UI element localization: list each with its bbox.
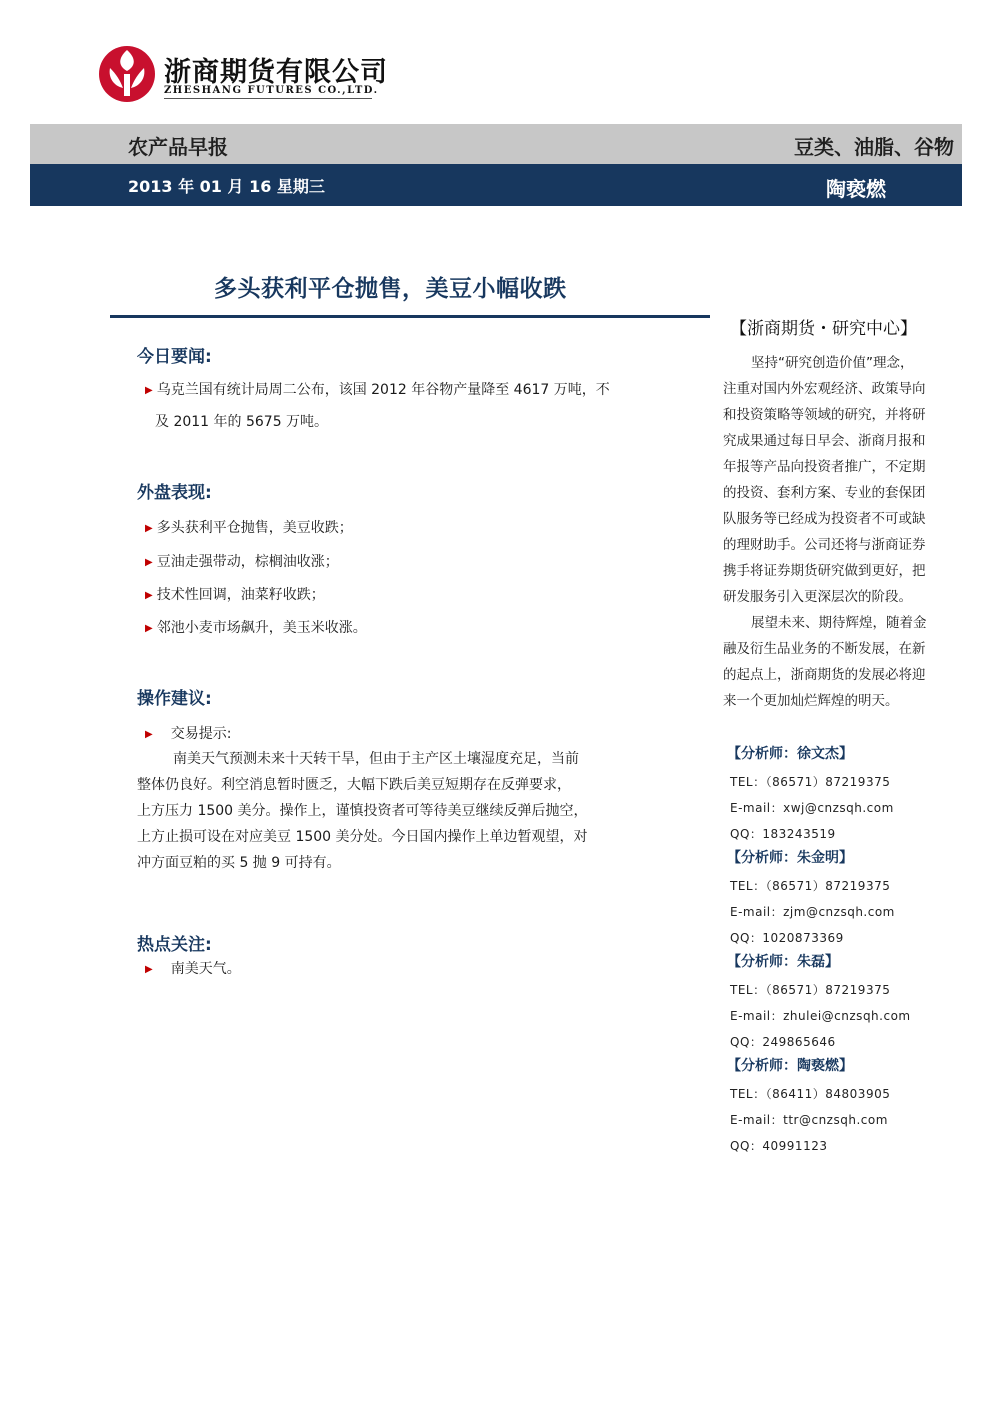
advice-line: 南美天气预测未来十天转干旱，但由于主产区土壤湿度充足，当前 bbox=[173, 751, 579, 767]
advice-heading: 操作建议: bbox=[137, 689, 212, 709]
news-line-2: 及 2011 年的 5675 万吨。 bbox=[155, 414, 329, 430]
bullet-triangle-icon: ▶ bbox=[145, 729, 153, 740]
about-line: 携手将证券期货研究做到更好，把 bbox=[723, 563, 926, 579]
headline: 多头获利平仓抛售，美豆小幅收跌 bbox=[214, 276, 567, 302]
advice-label-row bbox=[145, 723, 231, 743]
bullet-triangle-icon: ▶ bbox=[145, 964, 153, 975]
about-line: 融及衍生品业务的不断发展，在新 bbox=[723, 641, 926, 657]
zheshang-logo-icon bbox=[96, 44, 160, 104]
bullet-triangle-icon: ▶ bbox=[145, 557, 153, 568]
about-line: 的投资、套利方案、专业的套保团 bbox=[723, 485, 926, 501]
about-line: 坚持“研究创造价值”理念， bbox=[751, 355, 914, 371]
advice-paragraph bbox=[137, 746, 697, 876]
news-item bbox=[145, 379, 610, 399]
about-line: 注重对国内外宏观经济、政策导向 bbox=[723, 381, 926, 397]
bullet-triangle-icon: ▶ bbox=[145, 623, 153, 634]
analyst-qq: QQ：249865646 bbox=[730, 1035, 836, 1049]
advice-label: 交易提示: bbox=[170, 726, 232, 742]
overseas-item-text: 多头获利平仓抛售，美豆收跌； bbox=[156, 520, 353, 536]
analyst-qq: QQ：183243519 bbox=[730, 827, 836, 841]
hotspot-text: 南美天气。 bbox=[170, 961, 241, 977]
about-line: 的起点上，浙商期货的发展必将迎 bbox=[723, 667, 926, 683]
about-line: 来一个更加灿烂辉煌的明天。 bbox=[723, 693, 899, 709]
about-paragraph bbox=[723, 350, 957, 714]
overseas-item-text: 邻池小麦市场飙升，美玉米收涨。 bbox=[156, 620, 367, 636]
analyst-name: 【分析师：朱金明】 bbox=[727, 850, 853, 866]
advice-line: 上方压力 1500 美分。操作上，谨慎投资者可等待美豆继续反弹后抛空， bbox=[137, 803, 588, 819]
list-item bbox=[145, 551, 339, 571]
analyst-name: 【分析师：陶亵燃】 bbox=[727, 1058, 853, 1074]
analyst-name: 【分析师：朱磊】 bbox=[727, 954, 839, 970]
analyst-qq: QQ：1020873369 bbox=[730, 931, 844, 945]
report-date: 2013 年 01 月 16 星期三 bbox=[128, 177, 325, 196]
overseas-heading: 外盘表现: bbox=[137, 483, 212, 503]
about-line: 究成果通过每日早会、浙商月报和 bbox=[723, 433, 926, 449]
bullet-triangle-icon: ▶ bbox=[145, 385, 153, 396]
about-line: 研发服务引入更深层次的阶段。 bbox=[723, 589, 912, 605]
report-type: 农产品早报 bbox=[128, 135, 228, 159]
company-name-en: ZHESHANG FUTURES CO.,LTD. bbox=[164, 85, 379, 96]
advice-line: 冲方面豆粕的买 5 抛 9 可持有。 bbox=[137, 855, 341, 871]
company-underline bbox=[164, 98, 372, 99]
news-heading: 今日要闻: bbox=[137, 347, 212, 367]
analyst-email: E-mail：zhulei@cnzsqh.com bbox=[730, 1009, 911, 1023]
hotspot-heading: 热点关注: bbox=[137, 935, 212, 955]
company-name-cn: 浙商期货有限公司 bbox=[164, 57, 388, 88]
bullet-triangle-icon: ▶ bbox=[145, 590, 153, 601]
overseas-item-text: 豆油走强带动，棕榈油收涨； bbox=[156, 554, 339, 570]
about-line: 年报等产品向投资者推广，不定期 bbox=[723, 459, 926, 475]
research-center-title: 【浙商期货・研究中心】 bbox=[730, 319, 917, 339]
analyst-tel: TEL：（86571）87219375 bbox=[730, 775, 891, 789]
news-line-1: 乌克兰国有统计局周二公布，该国 2012 年谷物产量降至 4617 万吨，不 bbox=[156, 382, 610, 398]
advice-line: 上方止损可设在对应美豆 1500 美分处。今日国内操作上单边暂观望，对 bbox=[137, 829, 588, 845]
list-item bbox=[145, 584, 325, 604]
bullet-triangle-icon: ▶ bbox=[145, 523, 153, 534]
headline-rule bbox=[110, 315, 710, 318]
report-category: 豆类、油脂、谷物 bbox=[794, 135, 954, 159]
analyst-email: E-mail：ttr@cnzsqh.com bbox=[730, 1113, 888, 1127]
about-line: 和投资策略等领域的研究，并将研 bbox=[723, 407, 926, 423]
about-line: 展望未来、期待辉煌，随着金 bbox=[751, 615, 927, 631]
analyst-tel: TEL：（86571）87219375 bbox=[730, 983, 891, 997]
analyst-qq: QQ：40991123 bbox=[730, 1139, 828, 1153]
overseas-item-text: 技术性回调，油菜籽收跌； bbox=[156, 587, 325, 603]
analyst-tel: TEL：（86571）87219375 bbox=[730, 879, 891, 893]
about-line: 队服务等已经成为投资者不可或缺 bbox=[723, 511, 926, 527]
advice-line: 整体仍良好。利空消息暂时匮乏，大幅下跌后美豆短期存在反弹要求， bbox=[137, 777, 571, 793]
list-item bbox=[145, 517, 353, 537]
report-author: 陶亵燃 bbox=[826, 177, 886, 201]
analyst-email: E-mail：zjm@cnzsqh.com bbox=[730, 905, 895, 919]
list-item bbox=[145, 617, 367, 637]
about-line: 的理财助手。公司还将与浙商证券 bbox=[723, 537, 926, 553]
analyst-email: E-mail：xwj@cnzsqh.com bbox=[730, 801, 894, 815]
analyst-tel: TEL：（86411）84803905 bbox=[730, 1087, 891, 1101]
hotspot-item bbox=[145, 958, 241, 978]
analyst-name: 【分析师：徐文杰】 bbox=[727, 746, 853, 762]
